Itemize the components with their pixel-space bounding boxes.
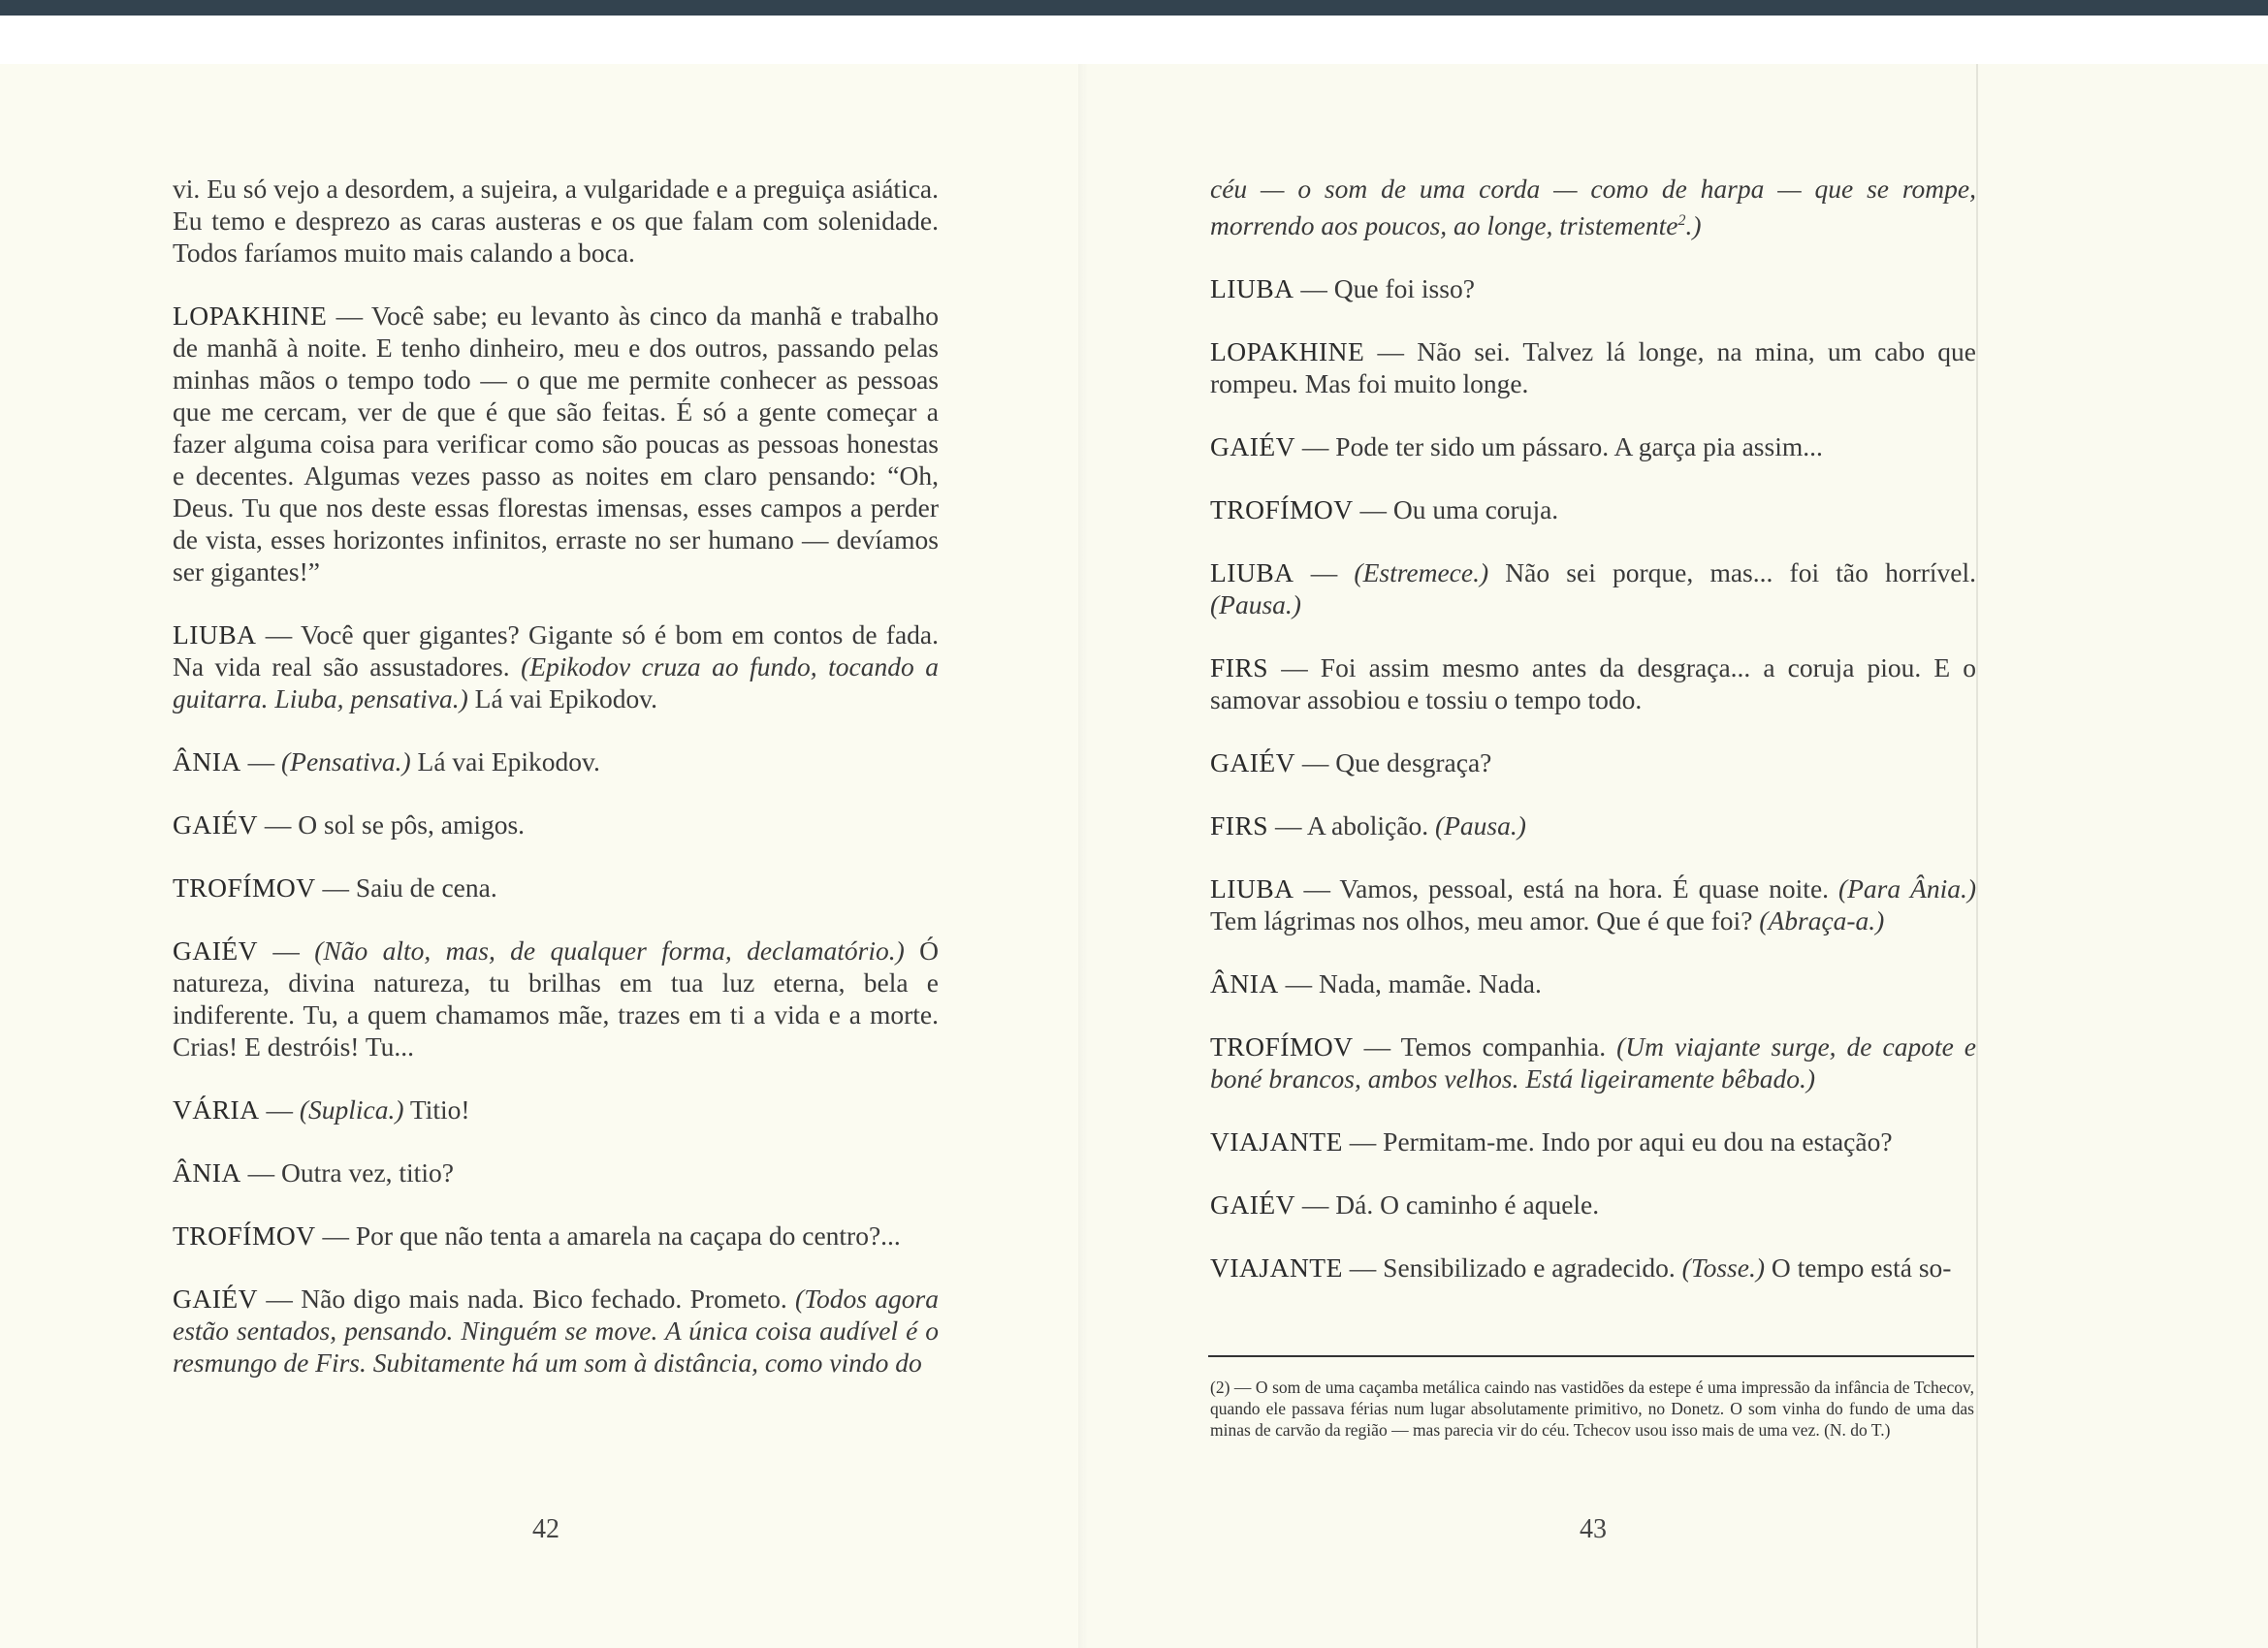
dialogue-text: vi. Eu só vejo a desordem, a sujeira, a vulgaridade e a preguiça asiática. Eu temo e desprezo as caras austeras e os que falam com solenidade. Todos faríamos muito mais calando a boca. (173, 174, 939, 268)
stage-direction: (Todos agora estão sentados, pensando. Ninguém se move. A única coisa audível é o resmungo de Firs. Subitamente há um som à distância, como vindo do (173, 1284, 939, 1378)
dialogue-paragraph (1210, 967, 1976, 999)
dialogue-text: — (1294, 557, 1355, 588)
stage-direction: (Epikodov cruza ao fundo, tocando a guitarra. Liuba, pensativa.) (173, 651, 939, 713)
right-page-text (1210, 173, 1976, 1315)
dialogue-paragraph (173, 300, 939, 587)
dialogue-paragraph (1210, 1252, 1976, 1284)
dialogue-paragraph (173, 935, 939, 1062)
dialogue-text: Titio! (403, 1094, 470, 1125)
speaker-name: VIAJANTE (1210, 1126, 1343, 1157)
dialogue-paragraph (173, 1093, 939, 1125)
speaker-name: TROFÍMOV (1210, 494, 1354, 525)
dialogue-paragraph (1210, 173, 1976, 241)
stage-direction: 2 (1677, 212, 1686, 229)
dialogue-text: — (258, 935, 315, 966)
dialogue-text: — Permitam-me. Indo por aqui eu dou na estação? (1342, 1126, 1893, 1157)
speaker-name: TROFÍMOV (1210, 1031, 1354, 1062)
dialogue-paragraph (173, 173, 939, 269)
dialogue-paragraph (1210, 430, 1976, 462)
stage-direction: (Um viajante surge, de capote e boné brancos, ambos velhos. Está ligeiramente bêbado.) (1210, 1031, 1976, 1094)
stage-direction: (Tosse.) (1681, 1252, 1765, 1284)
speaker-name: LIUBA (1210, 273, 1294, 304)
dialogue-text: — O sol se pôs, amigos. (258, 809, 526, 840)
dialogue-text: Lá vai Epikodov. (410, 746, 600, 776)
dialogue-text: — Você sabe; eu levanto às cinco da manhã e trabalho de manhã à noite. E tenho dinheiro, meu e dos outros, passando pelas minhas mãos o tempo todo — o que me permite conhecer as pessoas que me cercam, ver de que é que são feitas. É só a gente começar a fazer alguma coisa para verificar como são poucas as pessoas honestas e decentes. Algumas vezes passo as noites em claro pensando: “Oh, Deus. Tu que nos deste essas florestas imensas, esses campos a perder de vista, esses horizontes infinitos, erraste no ser humano — devíamos ser gigantes!” (173, 301, 939, 586)
dialogue-paragraph (1210, 493, 1976, 525)
speaker-name: VIAJANTE (1210, 1252, 1343, 1284)
speaker-name: ÂNIA (1210, 968, 1279, 999)
dialogue-paragraph (173, 1157, 939, 1188)
dialogue-paragraph (1210, 746, 1976, 778)
speaker-name: LOPAKHINE (1210, 336, 1365, 367)
dialogue-text: — Ou uma coruja. (1353, 494, 1559, 525)
stage-direction: (Não alto, mas, de qualquer forma, declamatório.) (314, 935, 905, 966)
speaker-name: FIRS (1210, 810, 1269, 841)
dialogue-text: — Saiu de cena. (315, 872, 497, 903)
scan-top-band (0, 0, 2268, 16)
dialogue-text: — Nada, mamãe. Nada. (1278, 968, 1542, 999)
speaker-name: TROFÍMOV (173, 1220, 316, 1251)
dialogue-text: O tempo está so- (1765, 1252, 1952, 1284)
stage-direction: (Abraça-a.) (1759, 905, 1885, 936)
dialogue-paragraph (1210, 556, 1976, 620)
dialogue-text: — Por que não tenta a amarela na caçapa do centro?... (315, 1220, 901, 1251)
dialogue-paragraph (1210, 1125, 1976, 1157)
stage-direction: (Para Ânia.) (1837, 873, 1976, 904)
dialogue-text: — (240, 746, 281, 776)
dialogue-paragraph (1210, 651, 1976, 715)
speaker-name: GAIÉV (1210, 1189, 1296, 1220)
stage-direction: (Pausa.) (1434, 810, 1526, 841)
dialogue-text: Lá vai Epikodov. (467, 683, 658, 713)
dialogue-text: — Outra vez, titio? (240, 1157, 454, 1188)
footnote: (2) — O som de uma caçamba metálica caindo nas vastidões da estepe é uma impressão da infância de Tchecov, quando ele passava férias num lugar absolutamente primitivo, no Donetz. O som vinha do fundo de uma das minas de carvão da região — mas parecia vir do céu. Tchecov usou isso mais de uma vez. (N. do T.) (1210, 1378, 1974, 1440)
dialogue-text: Ó natureza, divina natureza, tu brilhas em tua luz eterna, bela e indiferente. Tu, a quem chamamos mãe, trazes em ti a vida e a morte. Crias! E destróis! Tu... (173, 935, 939, 1062)
page-number-right: 43 (1580, 1514, 1607, 1544)
stage-direction: .) (1685, 210, 1702, 241)
dialogue-text: — Temos companhia. (1353, 1031, 1617, 1062)
dialogue-paragraph (173, 618, 939, 714)
stage-direction: céu — o som de uma corda — como de harpa — que se rompe, morrendo aos poucos, ao longe, tristemente (1210, 174, 1976, 241)
dialogue-text: — Pode ter sido um pássaro. A garça pia assim... (1295, 431, 1823, 462)
dialogue-text: — Dá. O caminho é aquele. (1295, 1189, 1600, 1220)
dialogue-paragraph (173, 1220, 939, 1252)
speaker-name: ÂNIA (173, 746, 241, 776)
speaker-name: LIUBA (1210, 873, 1294, 904)
speaker-name: GAIÉV (173, 809, 259, 840)
stage-direction: (Pensativa.) (281, 746, 411, 776)
speaker-name: FIRS (1210, 652, 1269, 683)
speaker-name: ÂNIA (173, 1157, 241, 1188)
dialogue-paragraph (1210, 1030, 1976, 1094)
speaker-name: LIUBA (1210, 557, 1294, 588)
dialogue-paragraph (1210, 335, 1976, 399)
footnote-rule (1208, 1355, 1974, 1357)
dialogue-text: — Não digo mais nada. Bico fechado. Prometo. (258, 1284, 796, 1314)
page-number-left: 42 (532, 1514, 559, 1544)
page-edge-line (1976, 64, 1978, 1648)
speaker-name: TROFÍMOV (173, 872, 316, 903)
book-gutter (1078, 64, 1088, 1648)
dialogue-text: Tem lágrimas nos olhos, meu amor. Que é que foi? (1210, 905, 1760, 936)
scan-margin (0, 16, 2268, 64)
dialogue-text: — Que desgraça? (1295, 747, 1492, 778)
speaker-name: LOPAKHINE (173, 301, 328, 331)
dialogue-paragraph (1210, 272, 1976, 304)
stage-direction: (Pausa.) (1210, 589, 1301, 620)
dialogue-text: — A abolição. (1268, 810, 1435, 841)
stage-direction: (Suplica.) (299, 1094, 404, 1125)
speaker-name: GAIÉV (173, 935, 259, 966)
speaker-name: GAIÉV (173, 1284, 259, 1314)
speaker-name: VÁRIA (173, 1094, 260, 1125)
speaker-name: LIUBA (173, 619, 257, 650)
dialogue-paragraph (1210, 809, 1976, 841)
speaker-name: GAIÉV (1210, 431, 1296, 462)
dialogue-paragraph (173, 872, 939, 903)
dialogue-text: — Sensibilizado e agradecido. (1342, 1252, 1682, 1284)
dialogue-paragraph (173, 745, 939, 777)
dialogue-paragraph (173, 808, 939, 840)
dialogue-text: — Vamos, pessoal, está na hora. É quase noite. (1294, 873, 1838, 904)
dialogue-paragraph (173, 1283, 939, 1379)
dialogue-text: — Não sei. Talvez lá longe, na mina, um cabo que rompeu. Mas foi muito longe. (1210, 336, 1976, 399)
stage-direction: (Estremece.) (1354, 557, 1489, 588)
dialogue-text: — Você quer gigantes? Gigante só é bom em contos de fada. Na vida real são assustadores. (173, 619, 939, 681)
dialogue-paragraph (1210, 872, 1976, 936)
dialogue-text: — Foi assim mesmo antes da desgraça... a coruja piou. E o samovar assobiou e tossiu o tempo todo. (1210, 652, 1976, 715)
left-page-text (173, 173, 939, 1410)
dialogue-text: — Que foi isso? (1294, 273, 1475, 304)
speaker-name: GAIÉV (1210, 747, 1296, 778)
dialogue-text: Não sei porque, mas... foi tão horrível. (1488, 557, 1976, 588)
dialogue-text: — (259, 1094, 300, 1125)
dialogue-paragraph (1210, 1188, 1976, 1220)
